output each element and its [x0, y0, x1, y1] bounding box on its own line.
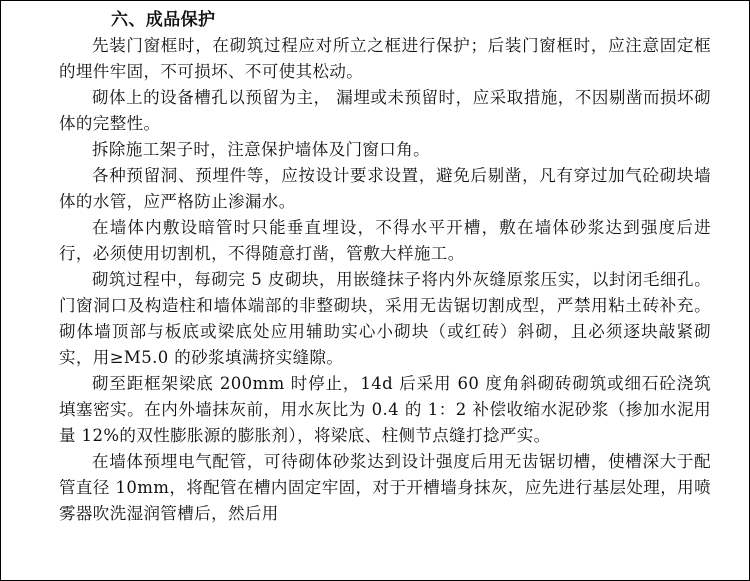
document-body [59, 7, 711, 527]
paragraph-beam-gap-filling: 砌至距框架梁底 200mm 时停止，14d 后采用 60 度角斜砌砖砌筑或细石砼浇筑填塞密实。在内外墙抹灰前，用水灰比为 0.4 的 1：2 补偿收缩水泥砂浆（掺加水泥用量 12%的双性膨胀源的膨胀剂），将梁底、柱侧节点缝打捻严实。 [59, 374, 711, 445]
paragraph-scaffold-removal: 拆除施工架子时，注意保护墙体及门窗口角。 [92, 140, 430, 159]
paragraph-embedded-parts: 各种预留洞、预埋件等，应按设计要求设置，避免后剔凿，凡有穿过加气砼砌块墙体的水管，应严格防止渗漏水。 [59, 166, 711, 211]
paragraph-concealed-pipes: 在墙体内敷设暗管时只能垂直埋设，不得水平开槽，敷在墙体砂浆达到强度后进行，必须使用切割机，不得随意打凿，管敷大样施工。 [59, 218, 711, 263]
paragraph-masonry-process: 砌筑过程中，每砌完 5 皮砌块，用嵌缝抹子将内外灰缝原浆压实，以封闭毛细孔。门窗洞口及构造柱和墙体端部的非整砌块，采用无齿锯切割成型，严禁用粘土砖补充。砌体墙顶部与板底或梁底处应用辅助实心小砌块（或红砖）斜砌，且必须逐块敲紧砌实，用≥M5.0 的砂浆填满挤实缝隙。 [59, 270, 711, 367]
paragraph-frame-protection: 先装门窗框时，在砌筑过程应对所立之框进行保护；后装门窗框时，应注意固定框的埋件牢固，不可损坏、不可使其松动。 [59, 36, 711, 81]
paragraph-equipment-slots: 砌体上的设备槽孔以预留为主， 漏埋或未预留时，应采取措施，不因剔凿而损坏砌体的完整性。 [59, 88, 711, 133]
section-heading: 六、成品保护 [111, 10, 216, 30]
paragraph-electrical-conduit: 在墙体预埋电气配管，可待砌体砂浆达到设计强度后用无齿锯切槽，使槽深大于配管直径 10mm，将配管在槽内固定牢固，对于开槽墙身抹灰，应先进行基层处理，用喷雾器吹洗湿润管槽后，然后用 [59, 452, 711, 523]
